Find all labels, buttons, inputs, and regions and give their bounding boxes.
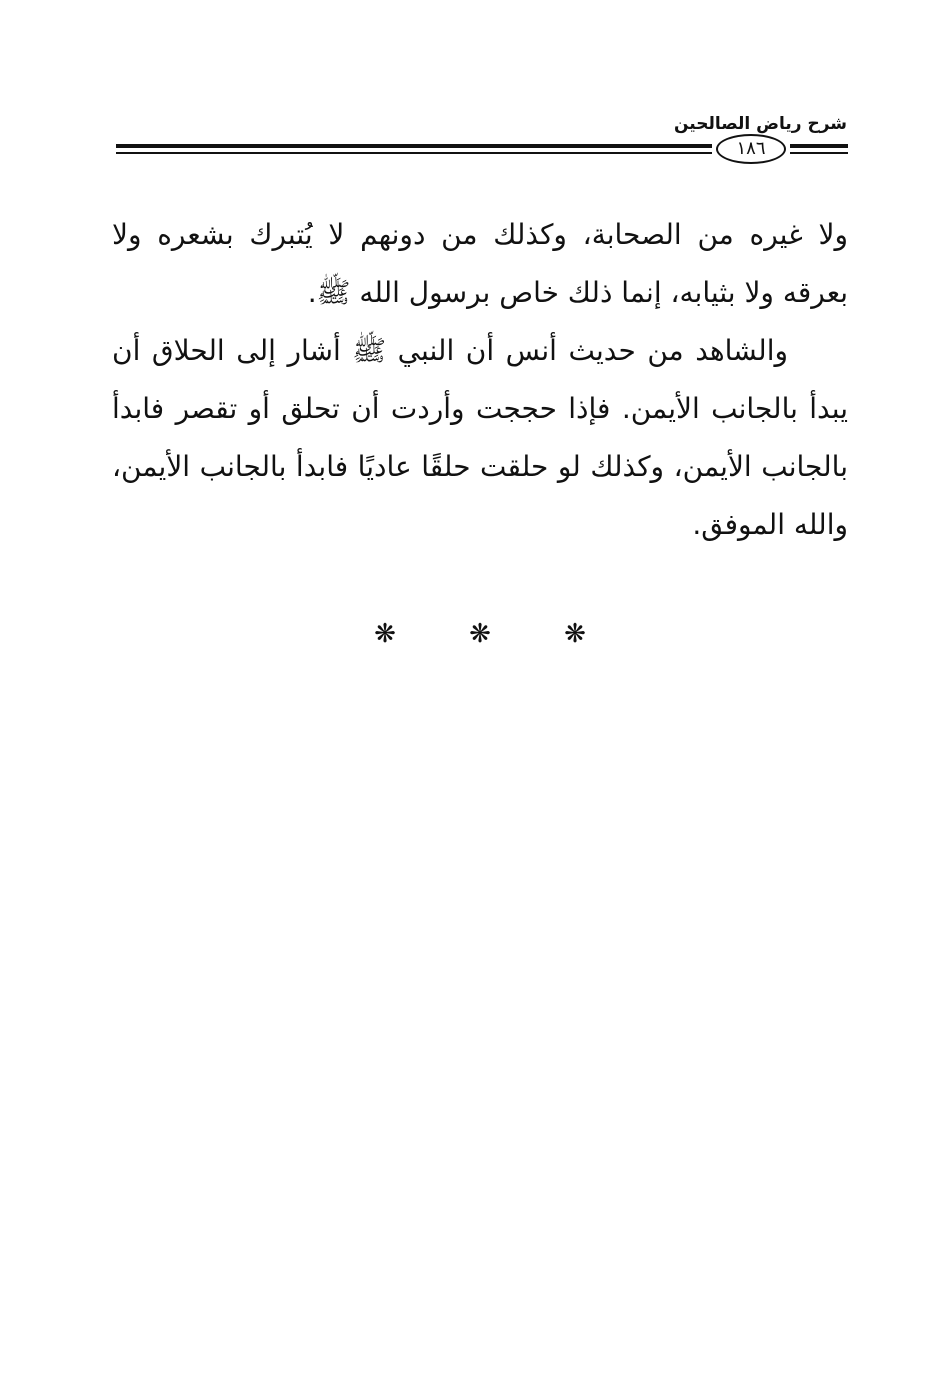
paragraph-1: ولا غيره من الصحابة، وكذلك من دونهم لا يُتبرك بشعره ولا بعرقه ولا بثيابه، إنما ذلك خاص برسول الله ﷺ. [112, 218, 848, 309]
header-rule-right [790, 144, 848, 154]
page-number-badge: ١٨٦ [716, 134, 786, 164]
separator-asterisk-icon: ❋ [564, 619, 586, 649]
paragraph-2: والشاهد من حديث أنس أن النبي ﷺ أشار إلى الحلاق أن يبدأ بالجانب الأيمن. فإذا حججت وأردت أن تحلق أو تقصر فابدأ بالجانب الأيمن، وكذلك لو حلقت حلقًا عاديًا فابدأ بالجانب الأيمن، والله الموفق. [112, 334, 848, 541]
section-separator [370, 614, 590, 654]
body-text [112, 206, 848, 554]
separator-asterisk-icon: ❋ [374, 619, 396, 649]
header-rule-left [116, 144, 712, 154]
running-head-title: شرح رياض الصالحين [673, 114, 847, 134]
separator-asterisk-icon: ❋ [469, 619, 491, 649]
